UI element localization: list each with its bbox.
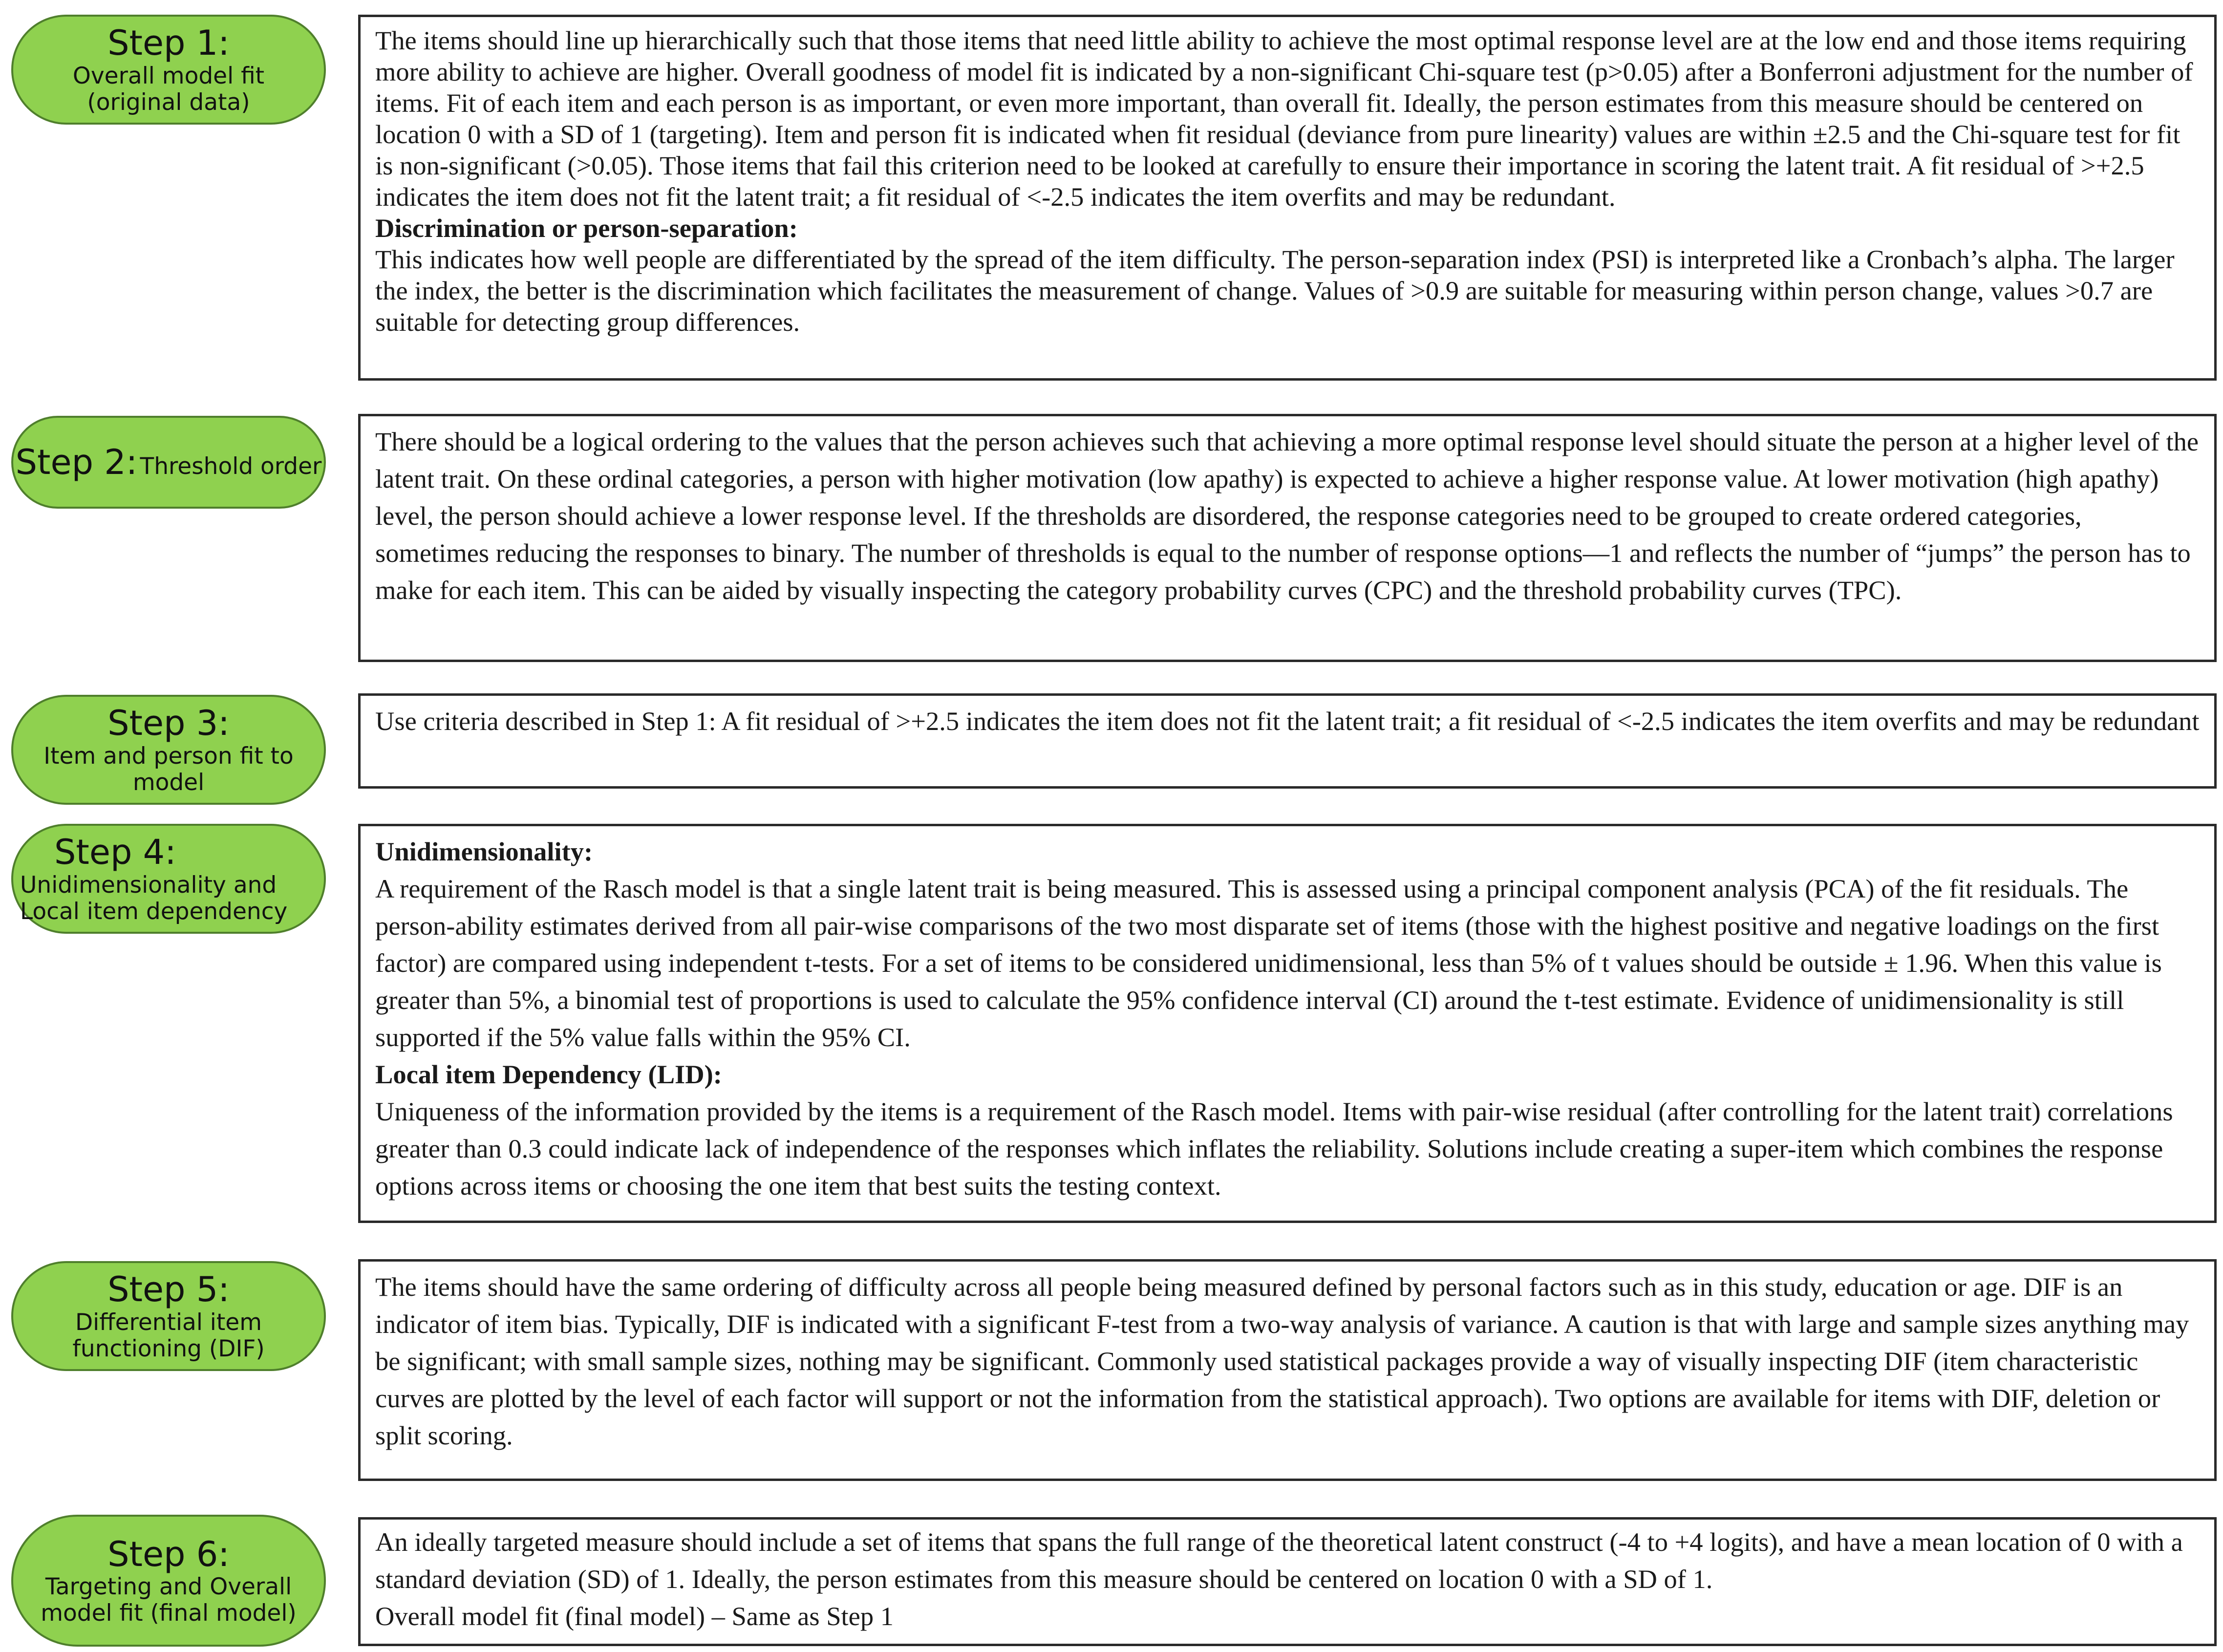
- step-1-paragraph-discrimination: This indicates how well people are differentiated by the spread of the item difficulty. The person-separation index (PSI) is interpreted like a Cronbach’s alpha. The larger the index, the better is the discrimination which facilitates the measurement of change. Values of >0.9 are suitable for measuring within person change, values >0.7 are suitable for detecting group differences.: [375, 244, 2175, 337]
- step-5-label: [11, 1261, 326, 1371]
- step-1-description: [358, 15, 2217, 381]
- step-1-heading-discrimination: Discrimination or person-separation:: [375, 213, 798, 243]
- step-2-label: [11, 416, 326, 509]
- step-6-title: Targeting and Overall model fit (final model): [41, 1573, 297, 1627]
- step-5-number: Step 5:: [107, 1269, 230, 1310]
- step-5-title: Differential item functioning (DIF): [72, 1309, 265, 1362]
- step-3-label: [11, 695, 326, 805]
- step-2-description: [358, 414, 2217, 662]
- step-2-number: Step 2:: [15, 442, 138, 482]
- step-5-description: [358, 1259, 2217, 1481]
- step-3-number: Step 3:: [107, 703, 230, 744]
- step-4-heading-unidimensionality: Unidimensionality:: [375, 837, 593, 866]
- step-2-title: Threshold order: [140, 452, 322, 480]
- step-6-paragraph-final: Overall model fit (final model) – Same as Step 1: [375, 1601, 894, 1631]
- step-6-label: [11, 1515, 326, 1647]
- step-5-paragraph: The items should have the same ordering of difficulty across all people being measured defined by personal factors such as in this study, education or age. DIF is an indicator of item bias. Typically, DIF is indicated with a significant F-test from a two-way analysis of variance. A caution is that with large and sample sizes anything may be significant; with small sample sizes, nothing may be significant. Commonly used statistical packages provide a way of visually inspecting DIF (item characteristic curves are plotted by the level of each factor will support or not the information from the statistical approach). Two options are available for items with DIF, deletion or split scoring.: [375, 1272, 2189, 1450]
- step-3-paragraph: Use criteria described in Step 1: A fit residual of >+2.5 indicates the item does not fit the latent trait; a fit residual of <-2.5 indicates the item overfits and may be redundant: [375, 706, 2200, 736]
- step-1-label: [11, 15, 326, 125]
- step-4-label: [11, 824, 326, 934]
- step-4-paragraph-lid: Uniqueness of the information provided by the items is a requirement of the Rasch model. Items with pair-wise residual (after controlling for the latent trait) correlations greater than 0.3 could indicate lack of independence of the responses which inflates the reliability. Solutions include creating a super-item which combines the response options across items or choosing the one item that best suits the testing context.: [375, 1096, 2173, 1201]
- step-3-description: [358, 693, 2217, 789]
- step-4-description: [358, 824, 2217, 1223]
- step-4-number: Step 4:: [54, 832, 176, 873]
- step-6-description: [358, 1517, 2217, 1646]
- step-1-title: Overall model fit (original data): [72, 62, 265, 116]
- step-6-number: Step 6:: [107, 1534, 230, 1574]
- step-4-paragraph-unidimensionality: A requirement of the Rasch model is that a single latent trait is being measured. This is assessed using a principal component analysis (PCA) of the fit residuals. The person-ability estimates derived from all pair-wise comparisons of the two most disparate set of items (those with the highest positive and negative loadings on the first factor) are compared using independent t-tests. For a set of items to be considered unidimensional, less than 5% of t values should be outside ± 1.96. When this value is greater than 5%, a binomial test of proportions is used to calculate the 95% confidence interval (CI) around the t-test estimate. Evidence of unidimensionality is still supported if the 5% value falls within the 95% CI.: [375, 874, 2162, 1052]
- step-1-paragraph: The items should line up hierarchically such that those items that need little ability to achieve the most optimal response level are at the low end and those items requiring more ability to achieve are higher. Overall goodness of model fit is indicated by a non-significant Chi-square test (p>0.05) after a Bonferroni adjustment for the number of items. Fit of each item and each person is as important, or even more important, than overall fit. Ideally, the person estimates from this measure should be centered on location 0 with a SD of 1 (targeting). Item and person fit is indicated when fit residual (deviance from pure linearity) values are within ±2.5 and the Chi-square test for fit is non-significant (>0.05). Those items that fail this criterion need to be looked at carefully to ensure their importance in scoring the latent trait. A fit residual of >+2.5 indicates the item does not fit the latent trait; a fit residual of <-2.5 indicates the item overfits and may be redundant.: [375, 25, 2193, 212]
- step-1-number: Step 1:: [107, 23, 230, 64]
- step-2-paragraph: There should be a logical ordering to the values that the person achieves such that achieving a more optimal response level should situate the person at a higher level of the latent trait. On these ordinal categories, a person with higher motivation (low apathy) is expected to achieve a higher response value. At lower motivation (high apathy) level, the person should achieve a lower response level. If the thresholds are disordered, the response categories need to be grouped to create ordered categories, sometimes reducing the responses to binary. The number of thresholds is equal to the number of response options—1 and reflects the number of “jumps” the person has to make for each item. This can be aided by visually inspecting the category probability curves (CPC) and the threshold probability curves (TPC).: [375, 427, 2199, 605]
- step-4-title: Unidimensionality and Local item dependency: [20, 871, 288, 925]
- step-6-paragraph: An ideally targeted measure should include a set of items that spans the full range of the theoretical latent construct (-4 to +4 logits), and have a mean location of 0 with a standard deviation (SD) of 1. Ideally, the person estimates from this measure should be centered on location 0 with a SD of 1.: [375, 1527, 2183, 1594]
- step-3-title: Item and person fit to model: [43, 742, 294, 796]
- step-4-heading-lid: Local item Dependency (LID):: [375, 1059, 722, 1089]
